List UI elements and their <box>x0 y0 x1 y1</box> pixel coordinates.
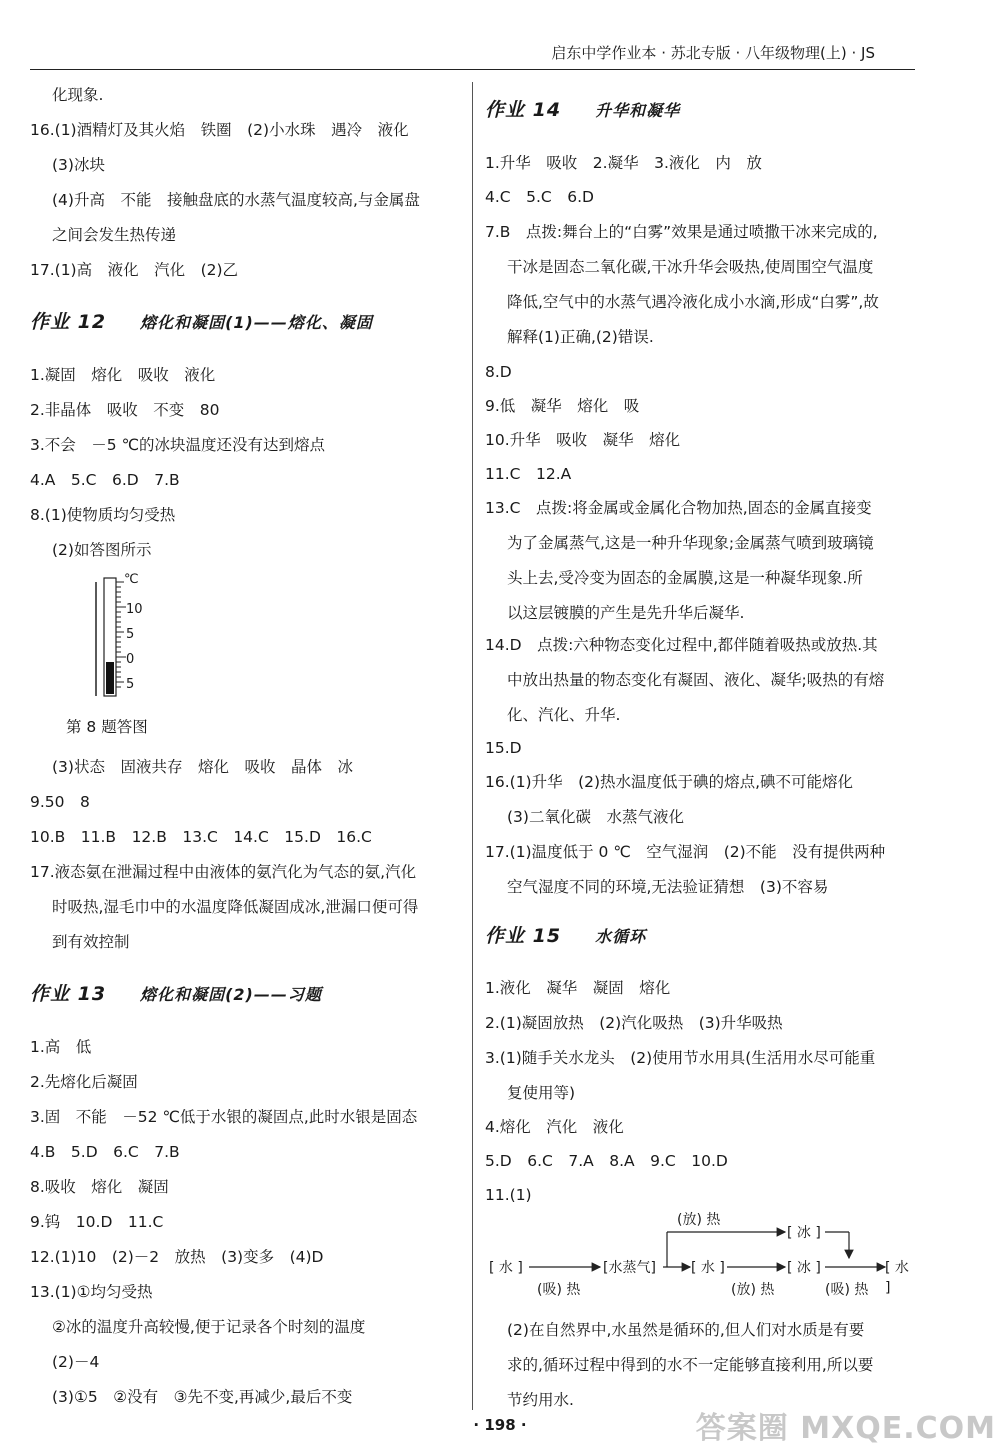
node-water: [ 水 ] <box>885 1260 909 1296</box>
text-line: (3)冰块 <box>52 156 105 174</box>
node-water: [ 水 ] <box>489 1260 523 1276</box>
text-line: 3.不会 －5 ℃的冰块温度还没有达到熔点 <box>30 436 325 454</box>
thermo-tick-label: 5 <box>126 677 135 692</box>
text-line: 8.D <box>485 363 512 381</box>
text-line: 2.非晶体 吸收 不变 80 <box>30 401 220 419</box>
edge-label-absorb: (吸) 热 <box>825 1282 869 1298</box>
watermark-logo: 答案圈 MXQE.COM <box>695 1411 996 1446</box>
text-line: 节约用水. <box>507 1391 574 1409</box>
section-title: 水循环 <box>595 927 647 946</box>
text-line: 1.高 低 <box>30 1038 92 1056</box>
text-line: 11.C 12.A <box>485 465 572 483</box>
text-line: 5.D 6.C 7.A 8.A 9.C 10.D <box>485 1152 728 1170</box>
text-line: 10.B 11.B 12.B 13.C 14.C 15.D 16.C <box>30 828 372 846</box>
text-line: 8.吸收 熔化 凝固 <box>30 1178 169 1196</box>
thermo-unit-label: ℃ <box>124 572 139 587</box>
text-line: 1.液化 凝华 凝固 熔化 <box>485 979 671 997</box>
text-line: (2)在自然界中,水虽然是循环的,但人们对水质是有要 <box>507 1321 865 1339</box>
thermo-tick-label: 10 <box>126 602 143 617</box>
text-line: 3.固 不能 －52 ℃低于水银的凝固点,此时水银是固态 <box>30 1108 418 1126</box>
text-line: 之间会发生热传递 <box>52 226 177 244</box>
text-line: (2)如答图所示 <box>52 541 152 559</box>
thermo-tick-label: 0 <box>126 652 135 667</box>
text-line: (3)二氧化碳 水蒸气液化 <box>507 808 684 826</box>
text-line: (3)①5 ②没有 ③先不变,再减少,最后不变 <box>52 1388 353 1406</box>
text-line: 17.液态氨在泄漏过程中由液体的氨汽化为气态的氨,汽化 <box>30 863 417 881</box>
text-line: 2.(1)凝固放热 (2)汽化吸热 (3)升华吸热 <box>485 1014 783 1032</box>
text-line: 空气湿度不同的环境,无法验证猜想 (3)不容易 <box>507 878 829 896</box>
text-line: 13.(1)①均匀受热 <box>30 1283 153 1301</box>
thermo-tick-label: 5 <box>126 627 135 642</box>
text-line: 4.B 5.D 6.C 7.B <box>30 1143 180 1161</box>
column-divider <box>472 82 473 1410</box>
figure-caption: 第 8 题答图 <box>66 718 148 736</box>
section-number: 作业 14 <box>485 99 562 121</box>
text-line: 时吸热,湿毛巾中的水温度降低凝固成冰,泄漏口便可得 <box>52 898 419 916</box>
text-line: 13.C 点拨:将金属或金属化合物加热,固态的金属直接变 <box>485 499 872 517</box>
text-line: 8.(1)使物质均匀受热 <box>30 506 176 524</box>
text-line: 17.(1)温度低于 0 ℃ 空气湿润 (2)不能 没有提供两种 <box>485 843 886 861</box>
text-line: 4.A 5.C 6.D 7.B <box>30 471 180 489</box>
text-line: 9.50 8 <box>30 793 90 811</box>
text-line: 化现象. <box>52 86 104 104</box>
edge-label-absorb: (吸) 热 <box>537 1282 581 1298</box>
text-line: 14.D 点拨:六种物态变化过程中,都伴随着吸热或放热.其 <box>485 636 878 654</box>
text-line: 1.凝固 熔化 吸收 液化 <box>30 366 216 384</box>
page-number: · 198 · <box>473 1416 527 1434</box>
text-line: 12.(1)10 (2)－2 放热 (3)变多 (4)D <box>30 1248 324 1266</box>
text-line: 9.钨 10.D 11.C <box>30 1213 164 1231</box>
node-ice: [ 冰 ] <box>787 1225 821 1241</box>
text-line: 17.(1)高 液化 汽化 (2)乙 <box>30 261 239 279</box>
text-line: 10.升华 吸收 凝华 熔化 <box>485 431 681 449</box>
text-line: ②冰的温度升高较慢,便于记录各个时刻的温度 <box>52 1318 366 1336</box>
node-vapor: [水蒸气] <box>603 1260 656 1276</box>
text-line: 化、汽化、升华. <box>507 706 621 724</box>
thermometer-figure <box>90 574 180 699</box>
running-header: 启东中学作业本 · 苏北专版 · 八年级物理(上) · JS <box>30 42 915 70</box>
text-line: 16.(1)升华 (2)热水温度低于碘的熔点,碘不可能熔化 <box>485 773 853 791</box>
edge-label-release: (放) 热 <box>731 1282 775 1298</box>
section-heading-13 <box>30 984 322 1005</box>
node-ice: [ 冰 ] <box>787 1260 821 1276</box>
text-line: 4.熔化 汽化 液化 <box>485 1118 624 1136</box>
section-title: 熔化和凝固(2)——习题 <box>140 985 322 1004</box>
section-title: 熔化和凝固(1)——熔化、凝固 <box>140 313 373 332</box>
text-line: 复使用等) <box>507 1084 576 1102</box>
text-line: (2)－4 <box>52 1353 100 1371</box>
text-line: 16.(1)酒精灯及其火焰 铁圈 (2)小水珠 遇冷 液化 <box>30 121 409 139</box>
text-line: (3)状态 固液共存 熔化 吸收 晶体 冰 <box>52 758 353 776</box>
text-line: 7.B 点拨:舞台上的“白雾”效果是通过喷撒干冰来完成的, <box>485 223 878 241</box>
water-cycle-diagram <box>485 1210 915 1310</box>
text-line: 1.升华 吸收 2.凝华 3.液化 内 放 <box>485 154 762 172</box>
text-line: 15.D <box>485 739 522 757</box>
text-line: 解释(1)正确,(2)错误. <box>507 328 654 346</box>
text-line: 9.低 凝华 熔化 吸 <box>485 397 640 415</box>
text-line: 求的,循环过程中得到的水不一定能够直接利用,所以要 <box>507 1356 874 1374</box>
section-heading-14 <box>485 100 680 121</box>
section-number: 作业 12 <box>30 311 107 333</box>
section-title: 升华和凝华 <box>595 101 681 120</box>
text-line: 头上去,受冷变为固态的金属膜,这是一种凝华现象.所 <box>507 569 863 587</box>
text-line: 11.(1) <box>485 1186 532 1204</box>
text-line: (4)升高 不能 接触盘底的水蒸气温度较高,与金属盘 <box>52 191 420 209</box>
text-line: 干冰是固态二氧化碳,干冰升华会吸热,使周围空气温度 <box>507 258 874 276</box>
section-number: 作业 13 <box>30 983 107 1005</box>
text-line: 2.先熔化后凝固 <box>30 1073 138 1091</box>
section-number: 作业 15 <box>485 925 562 947</box>
text-line: 4.C 5.C 6.D <box>485 188 594 206</box>
section-heading-12 <box>30 312 373 333</box>
text-line: 3.(1)随手关水龙头 (2)使用节水用具(生活用水尽可能重 <box>485 1049 876 1067</box>
text-line: 以这层镀膜的产生是先升华后凝华. <box>507 604 745 622</box>
text-line: 降低,空气中的水蒸气遇冷液化成小水滴,形成“白雾”,故 <box>507 293 879 311</box>
text-line: 中放出热量的物态变化有凝固、液化、凝华;吸热的有熔 <box>507 671 885 689</box>
edge-label-release: (放) 热 <box>677 1212 721 1228</box>
node-water: [ 水 ] <box>691 1260 725 1276</box>
text-line: 为了金属蒸气,这是一种升华现象;金属蒸气喷到玻璃镜 <box>507 534 874 552</box>
text-line: 到有效控制 <box>52 933 130 951</box>
section-heading-15 <box>485 926 646 947</box>
